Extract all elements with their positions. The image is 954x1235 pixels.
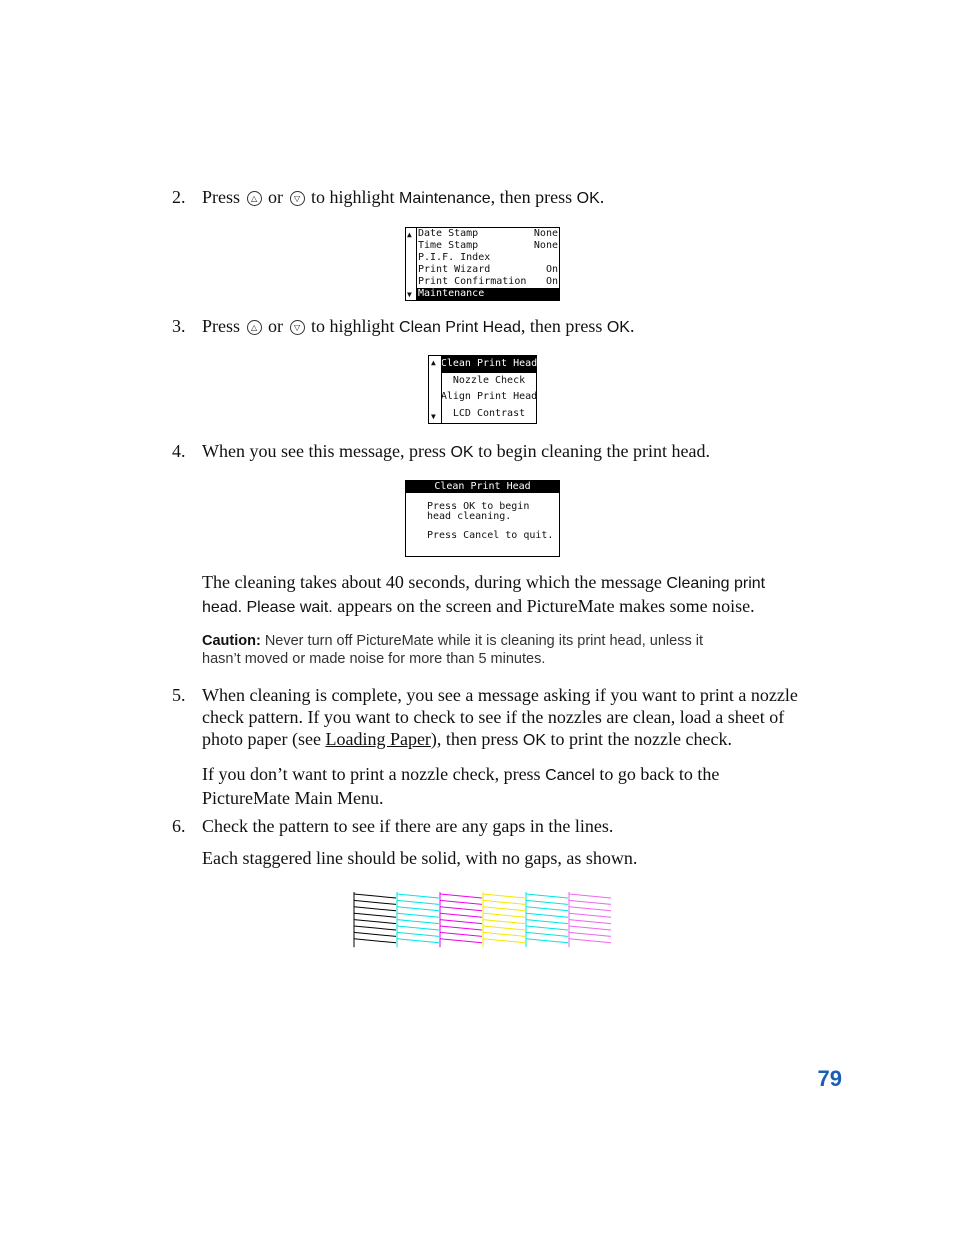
nozzle-line xyxy=(569,920,611,924)
nozzle-line xyxy=(483,894,525,898)
nozzle-line xyxy=(440,926,482,930)
nozzle-line xyxy=(440,900,482,904)
nozzle-line xyxy=(569,907,611,911)
nozzle-line xyxy=(440,907,482,911)
nozzle-line xyxy=(569,932,611,936)
keyword-cleaning-message: Cleaning print xyxy=(666,575,766,592)
lcd-row-selected: Maintenance xyxy=(417,288,559,300)
nozzle-line xyxy=(569,926,611,930)
keyword-cancel: Cancel xyxy=(545,767,595,784)
nozzle-block xyxy=(569,892,611,947)
step-4: 4. When you see this message, press OK to begin cleaning the print head. xyxy=(172,441,711,461)
step-3: 3. Press △ or ▽ to highlight Clean Print Head, then press OK. xyxy=(172,316,635,336)
lcd-row-selected: Clean Print Head xyxy=(442,356,536,373)
nozzle-line xyxy=(397,894,439,898)
nozzle-line xyxy=(440,920,482,924)
nozzle-line xyxy=(397,900,439,904)
scroll-down-icon: ▼ xyxy=(407,290,412,299)
nozzle-line xyxy=(569,894,611,898)
caution-note: Caution: Never turn off PictureMate while it is cleaning its print head, unless it hasn’t moved or made noise for more than 5 minutes. xyxy=(202,633,703,667)
down-button-icon: ▽ xyxy=(290,320,305,335)
lcd-row: Print Wizard On xyxy=(418,264,558,275)
nozzle-line xyxy=(483,907,525,911)
up-button-icon: △ xyxy=(247,320,262,335)
nozzle-line xyxy=(569,913,611,917)
lcd-row: LCD Contrast xyxy=(452,407,526,419)
step-number: 4. xyxy=(172,441,186,461)
nozzle-line xyxy=(440,939,482,943)
nozzle-line xyxy=(526,913,568,917)
keyword-cleaning-message: head. Please wait. xyxy=(202,599,333,616)
lcd-clean-dialog xyxy=(405,480,560,557)
keyword-ok: OK xyxy=(576,190,600,207)
lcd-dialog-line: Press Cancel to quit. xyxy=(427,530,554,541)
nozzle-line xyxy=(354,926,396,930)
step-number: 3. xyxy=(172,316,186,336)
keyword-clean-print-head: Clean Print Head xyxy=(399,319,521,336)
nozzle-line xyxy=(397,907,439,911)
nozzle-line xyxy=(483,920,525,924)
lcd-row: Nozzle Check xyxy=(452,374,526,386)
nozzle-line xyxy=(440,913,482,917)
cleaning-paragraph: The cleaning takes about 40 seconds, during which the message Cleaning print head. Please wait. appears on the screen and PictureMate makes some noise. xyxy=(202,572,766,616)
up-button-icon: △ xyxy=(247,191,262,206)
nozzle-line xyxy=(526,894,568,898)
nozzle-line xyxy=(354,894,396,898)
lcd-row: Print Confirmation On xyxy=(418,276,558,287)
nozzle-line xyxy=(440,894,482,898)
nozzle-line xyxy=(526,932,568,936)
nozzle-line xyxy=(397,939,439,943)
scroll-down-icon: ▼ xyxy=(431,412,436,421)
nozzle-line xyxy=(483,939,525,943)
nozzle-line xyxy=(354,932,396,936)
lcd-dialog-line: head cleaning. xyxy=(427,511,512,522)
nozzle-line xyxy=(440,932,482,936)
nozzle-line xyxy=(397,926,439,930)
nozzle-line xyxy=(526,939,568,943)
scroll-up-icon: ▲ xyxy=(407,230,412,239)
nozzle-line xyxy=(569,939,611,943)
nozzle-block xyxy=(526,892,568,947)
nozzle-block xyxy=(440,892,482,947)
keyword-ok: OK xyxy=(450,444,474,461)
nozzle-line xyxy=(397,932,439,936)
nozzle-block xyxy=(397,892,439,947)
nozzle-line xyxy=(483,913,525,917)
nozzle-line xyxy=(354,939,396,943)
nozzle-block xyxy=(483,892,525,947)
nozzle-line xyxy=(483,932,525,936)
lcd-row: Date Stamp None xyxy=(418,228,558,239)
step-6: 6. Check the pattern to see if there are any gaps in the lines. Each staggered line should be solid, with no gaps, as shown. xyxy=(172,816,638,868)
nozzle-line xyxy=(483,900,525,904)
loading-paper-link[interactable]: Loading Paper xyxy=(325,729,431,749)
step-number: 6. xyxy=(172,816,186,836)
lcd-row: Time Stamp None xyxy=(418,240,558,251)
step-number: 5. xyxy=(172,685,186,705)
nozzle-line xyxy=(526,926,568,930)
nozzle-line xyxy=(354,900,396,904)
keyword-maintenance: Maintenance xyxy=(399,190,491,207)
nozzle-line xyxy=(569,900,611,904)
caution-label: Caution: xyxy=(202,633,261,649)
nozzle-line xyxy=(354,920,396,924)
nozzle-block xyxy=(354,892,396,947)
step-2: 2. Press △ or ▽ to highlight Maintenance, then press OK. xyxy=(172,187,605,207)
keyword-ok: OK xyxy=(522,732,547,749)
lcd-settings-menu xyxy=(405,227,560,301)
nozzle-line xyxy=(526,900,568,904)
nozzle-line xyxy=(397,913,439,917)
nozzle-line xyxy=(526,907,568,911)
nozzle-line xyxy=(526,920,568,924)
scroll-up-icon: ▲ xyxy=(431,358,436,367)
lcd-maintenance-menu xyxy=(428,355,537,424)
nozzle-check-pattern xyxy=(353,890,615,952)
nozzle-line xyxy=(354,913,396,917)
nozzle-line xyxy=(397,920,439,924)
lcd-row: P.I.F. Index xyxy=(418,252,491,263)
page-number: 79 xyxy=(817,1066,842,1091)
nozzle-line xyxy=(354,907,396,911)
lcd-dialog-line: Press OK to begin xyxy=(427,501,530,512)
down-button-icon: ▽ xyxy=(290,191,305,206)
lcd-dialog-title: Clean Print Head xyxy=(406,481,559,493)
step-number: 2. xyxy=(172,187,186,207)
nozzle-line xyxy=(483,926,525,930)
keyword-ok: OK xyxy=(606,319,630,336)
step-5: 5. When cleaning is complete, you see a message asking if you want to print a nozzle check pattern. If you want to check to see if the nozzles are clean, load a sheet of photo paper (see Loading Paper), then press OK to print the nozzle check. If you don’t want to print a nozzle check, press Cancel to go back to the PictureMate Main Menu. xyxy=(172,685,798,808)
lcd-row: Align Print Head xyxy=(440,391,538,402)
